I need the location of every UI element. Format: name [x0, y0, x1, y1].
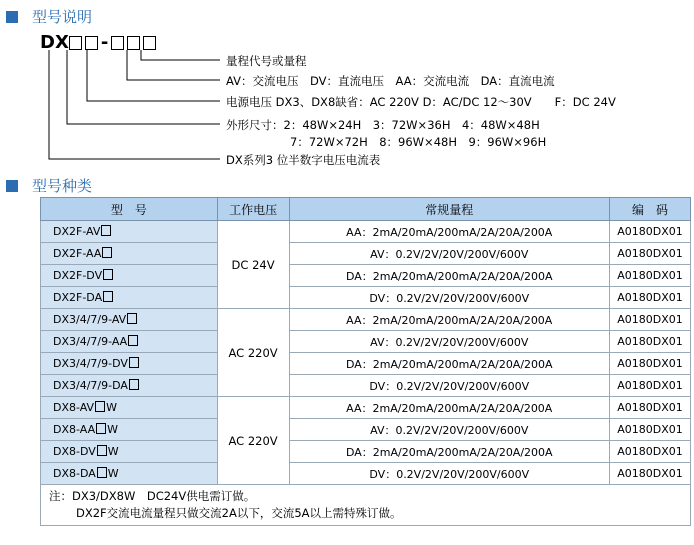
- placeholder-box: [102, 247, 112, 258]
- range-cell: DV：0.2V/2V/20V/200V/600V: [289, 463, 610, 485]
- code-cell: A0180DX01: [610, 309, 691, 331]
- model-prefix: DX: [40, 32, 69, 53]
- section-title-model-types: [6, 175, 92, 196]
- header-code: 编 码: [610, 198, 691, 221]
- model-cell: DX8-DA W: [41, 463, 218, 485]
- desc-size-line2: 7：72W×72H 8：96W×48H 9：96W×96H: [290, 135, 547, 149]
- table-row: [41, 441, 691, 463]
- voltage-cell: AC 220V: [217, 397, 289, 485]
- range-cell: AV：0.2V/2V/20V/200V/600V: [289, 243, 610, 265]
- note-row: [41, 485, 691, 526]
- placeholder-box: [129, 357, 139, 368]
- placeholder-box: [128, 335, 138, 346]
- model-cell: DX2F-AA: [41, 243, 218, 265]
- table-row: [41, 353, 691, 375]
- code-cell: A0180DX01: [610, 243, 691, 265]
- table-row: [41, 265, 691, 287]
- table-row: [41, 243, 691, 265]
- model-cell: DX3/4/7/9-AA: [41, 331, 218, 353]
- placeholder-box: [95, 401, 105, 412]
- square-bullet-icon: [6, 180, 18, 192]
- table-row: [41, 397, 691, 419]
- table-row: [41, 419, 691, 441]
- desc-range-code: 量程代号或量程: [226, 54, 307, 68]
- range-cell: AA：2mA/20mA/200mA/2A/20A/200A: [289, 309, 610, 331]
- desc-size-line1: 外形尺寸：2：48W×24H 3：72W×36H 4：48W×48H: [226, 118, 540, 132]
- placeholder-box: [101, 225, 111, 236]
- range-cell: AA：2mA/20mA/200mA/2A/20A/200A: [289, 221, 610, 243]
- code-cell: A0180DX01: [610, 441, 691, 463]
- range-cell: AV：0.2V/2V/20V/200V/600V: [289, 331, 610, 353]
- placeholder-box: [127, 313, 137, 324]
- range-cell: DA：2mA/20mA/200mA/2A/20A/200A: [289, 265, 610, 287]
- table-row: [41, 221, 691, 243]
- section-title-text: 型号种类: [32, 177, 93, 195]
- table-header-row: [41, 198, 691, 221]
- code-cell: A0180DX01: [610, 331, 691, 353]
- code-cell: A0180DX01: [610, 375, 691, 397]
- model-cell: DX2F-DA: [41, 287, 218, 309]
- voltage-cell: DC 24V: [217, 221, 289, 309]
- desc-power-supply: 电源电压 DX3、DX8缺省：AC 220V D：AC/DC 12～30V F：DC 24V: [226, 95, 616, 109]
- table-row: [41, 375, 691, 397]
- note-line-2: DX2F交流电流量程只做交流2A以下，交流5A以上需特殊订做。: [76, 506, 402, 520]
- desc-measure-types: AV：交流电压 DV：直流电压 AA：交流电流 DA：直流电流: [226, 74, 555, 88]
- table-row: [41, 463, 691, 485]
- desc-series: DX系列3 位半数字电压电流表: [226, 153, 381, 167]
- note-line-1: 注：DX3/DX8W DC24V供电需订做。: [49, 489, 256, 503]
- placeholder-box: [103, 291, 113, 302]
- range-cell: DV：0.2V/2V/20V/200V/600V: [289, 375, 610, 397]
- range-cell: DV：0.2V/2V/20V/200V/600V: [289, 287, 610, 309]
- table-row: [41, 331, 691, 353]
- model-cell: DX8-AV W: [41, 397, 218, 419]
- note-cell: [41, 485, 691, 526]
- model-cell: DX3/4/7/9-AV: [41, 309, 218, 331]
- table-row: [41, 287, 691, 309]
- model-cell: DX2F-DV: [41, 265, 218, 287]
- model-cell: DX8-AA W: [41, 419, 218, 441]
- range-cell: DA：2mA/20mA/200mA/2A/20A/200A: [289, 353, 610, 375]
- header-range: 常规量程: [289, 198, 610, 221]
- model-dash: -: [100, 32, 109, 53]
- placeholder-box: [97, 467, 107, 478]
- voltage-cell: AC 220V: [217, 309, 289, 397]
- section-title-text: 型号说明: [32, 8, 93, 26]
- placeholder-box: [96, 423, 106, 434]
- header-voltage: 工作电压: [217, 198, 289, 221]
- code-cell: A0180DX01: [610, 397, 691, 419]
- code-cell: A0180DX01: [610, 419, 691, 441]
- code-cell: A0180DX01: [610, 287, 691, 309]
- placeholder-box: [129, 379, 139, 390]
- model-types-table: [40, 197, 691, 526]
- model-cell: DX8-DV W: [41, 441, 218, 463]
- table-row: [41, 309, 691, 331]
- code-cell: A0180DX01: [610, 221, 691, 243]
- model-cell: DX3/4/7/9-DV: [41, 353, 218, 375]
- placeholder-box: [97, 445, 107, 456]
- range-cell: AA：2mA/20mA/200mA/2A/20A/200A: [289, 397, 610, 419]
- range-cell: AV：0.2V/2V/20V/200V/600V: [289, 419, 610, 441]
- range-cell: DA：2mA/20mA/200mA/2A/20A/200A: [289, 441, 610, 463]
- code-cell: A0180DX01: [610, 265, 691, 287]
- placeholder-box: [103, 269, 113, 280]
- code-cell: A0180DX01: [610, 353, 691, 375]
- model-cell: DX2F-AV: [41, 221, 218, 243]
- code-cell: A0180DX01: [610, 463, 691, 485]
- header-model: 型 号: [41, 198, 218, 221]
- model-cell: DX3/4/7/9-DA: [41, 375, 218, 397]
